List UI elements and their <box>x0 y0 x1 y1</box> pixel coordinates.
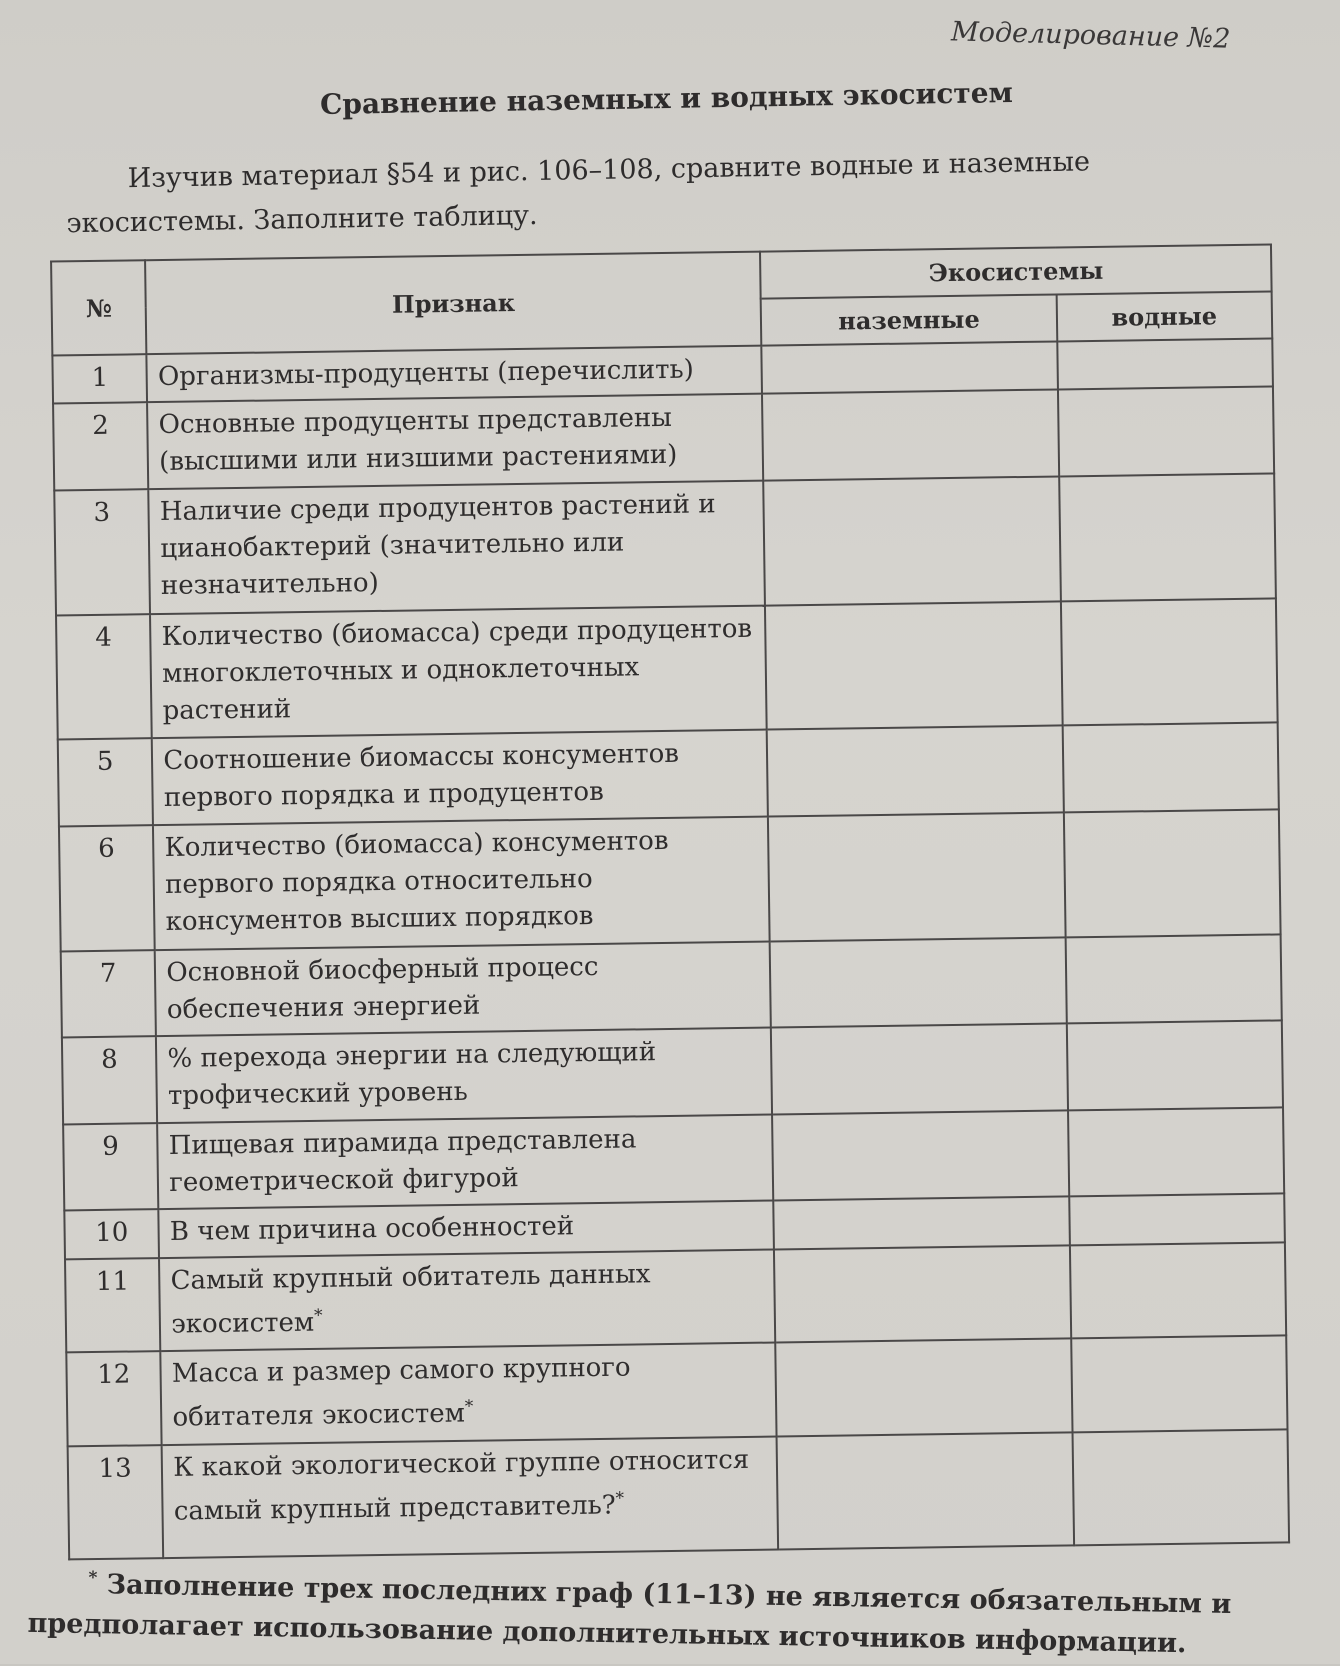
row-feature-text: Количество (биомасса) среди продуцентов многоклеточных и одноклеточных растений <box>161 613 753 726</box>
header-feature: Признак <box>145 252 761 355</box>
footnote-mark: * <box>88 1567 98 1589</box>
water-answer-cell[interactable] <box>1062 723 1279 813</box>
water-answer-cell[interactable] <box>1057 338 1273 389</box>
footnote-mark: * <box>615 1488 625 1509</box>
footnote-text: Заполнение трех последних граф (11–13) не является обязательным и предполагает использование дополнительных источников информации. <box>27 1569 1232 1660</box>
row-feature-text: Самый крупный обитатель данных экосистем <box>170 1258 651 1340</box>
water-answer-cell[interactable] <box>1064 809 1281 937</box>
row-feature-text: Основные продуценты представлены (высшими или низшими растениями) <box>158 403 678 478</box>
row-feature <box>152 730 768 825</box>
running-head: Моделирование №2 <box>950 16 1231 55</box>
row-feature-text: Пищевая пирамида представлена геометрической фигурой <box>168 1124 637 1198</box>
row-feature <box>149 481 766 614</box>
land-answer-cell[interactable] <box>765 601 1062 730</box>
row-number: 4 <box>56 614 152 740</box>
row-feature-text: % перехода энергии на следующий трофический уровень <box>167 1037 657 1112</box>
land-answer-cell[interactable] <box>776 1339 1073 1437</box>
footnote-mark: * <box>313 1305 323 1326</box>
table-row <box>66 1336 1287 1446</box>
row-number: 5 <box>58 739 154 827</box>
row-number: 6 <box>59 825 155 951</box>
row-feature-text: Масса и размер самого крупного обитателя экосистем <box>171 1352 631 1433</box>
row-feature-text: В чем причина особенностей <box>169 1211 575 1248</box>
row-number: 11 <box>65 1258 161 1353</box>
row-feature <box>161 1343 777 1445</box>
table-row <box>62 1021 1283 1125</box>
row-feature-text: Соотношение биомассы консументов первого порядка и продуцентов <box>163 739 680 814</box>
row-feature-text: К какой экологической группе относится самый крупный представитель? <box>173 1444 750 1527</box>
land-answer-cell[interactable] <box>772 1110 1068 1201</box>
row-feature <box>155 941 771 1036</box>
table-row <box>59 809 1281 951</box>
table-row <box>56 598 1278 740</box>
table-row <box>61 934 1282 1038</box>
table-row <box>58 723 1279 827</box>
row-feature <box>150 605 767 738</box>
row-feature <box>162 1436 779 1558</box>
row-number: 8 <box>62 1036 158 1124</box>
row-number: 2 <box>53 403 149 491</box>
water-answer-cell[interactable] <box>1065 934 1282 1024</box>
row-number: 1 <box>52 354 147 404</box>
table-row <box>68 1429 1289 1559</box>
table-row <box>63 1107 1284 1211</box>
row-feature <box>157 1114 773 1209</box>
header-ecosystems: Экосистемы <box>760 244 1271 298</box>
row-feature-text: Основной биосферный процесс обеспечения энергией <box>166 951 599 1025</box>
land-answer-cell[interactable] <box>774 1197 1070 1250</box>
task-instructions: Изучив материал §54 и рис. 106–108, сравните водные и наземные экосистемы. Заполните таблицу. <box>66 146 1091 240</box>
footnote-mark: * <box>464 1396 474 1417</box>
table-row <box>53 387 1274 491</box>
row-feature <box>156 1028 772 1123</box>
land-answer-cell[interactable] <box>771 1024 1067 1115</box>
page-title: Сравнение наземных и водных экосистем <box>319 75 1014 122</box>
water-answer-cell[interactable] <box>1061 598 1278 726</box>
water-answer-cell[interactable] <box>1058 387 1275 477</box>
row-feature <box>159 1201 775 1258</box>
row-number: 7 <box>61 950 157 1038</box>
land-answer-cell[interactable] <box>777 1432 1074 1550</box>
row-number: 13 <box>68 1445 164 1560</box>
water-answer-cell[interactable] <box>1067 1021 1284 1111</box>
row-number: 3 <box>54 489 150 615</box>
table-row <box>65 1242 1286 1352</box>
comparison-table <box>50 243 1290 1560</box>
row-feature <box>153 816 770 949</box>
row-number: 9 <box>63 1123 159 1211</box>
land-answer-cell[interactable] <box>774 1245 1071 1343</box>
header-num: № <box>51 260 147 355</box>
row-number: 10 <box>64 1209 159 1259</box>
header-water: водные <box>1056 291 1272 341</box>
row-feature <box>147 394 763 489</box>
water-answer-cell[interactable] <box>1069 1194 1285 1245</box>
table-row <box>54 473 1276 615</box>
footnote <box>27 1557 1298 1666</box>
land-answer-cell[interactable] <box>770 937 1066 1028</box>
row-feature-text: Организмы-продуценты (перечислить) <box>157 354 695 393</box>
water-answer-cell[interactable] <box>1072 1429 1289 1545</box>
land-answer-cell[interactable] <box>762 341 1058 394</box>
land-answer-cell[interactable] <box>762 390 1058 481</box>
land-answer-cell[interactable] <box>768 812 1065 941</box>
header-land: наземные <box>761 294 1057 345</box>
row-number: 12 <box>66 1351 162 1446</box>
water-answer-cell[interactable] <box>1070 1242 1287 1338</box>
water-answer-cell[interactable] <box>1068 1107 1285 1197</box>
row-feature-text: Количество (биомасса) консументов первого порядка относительно консументов высших порядков <box>164 825 669 937</box>
water-answer-cell[interactable] <box>1059 473 1276 601</box>
water-answer-cell[interactable] <box>1071 1336 1288 1432</box>
land-answer-cell[interactable] <box>767 726 1063 817</box>
row-feature <box>159 1249 775 1351</box>
land-answer-cell[interactable] <box>764 476 1061 605</box>
row-feature-text: Наличие среди продуцентов растений и цианобактерий (значительно или незначительно) <box>159 489 716 601</box>
row-feature <box>147 346 763 403</box>
